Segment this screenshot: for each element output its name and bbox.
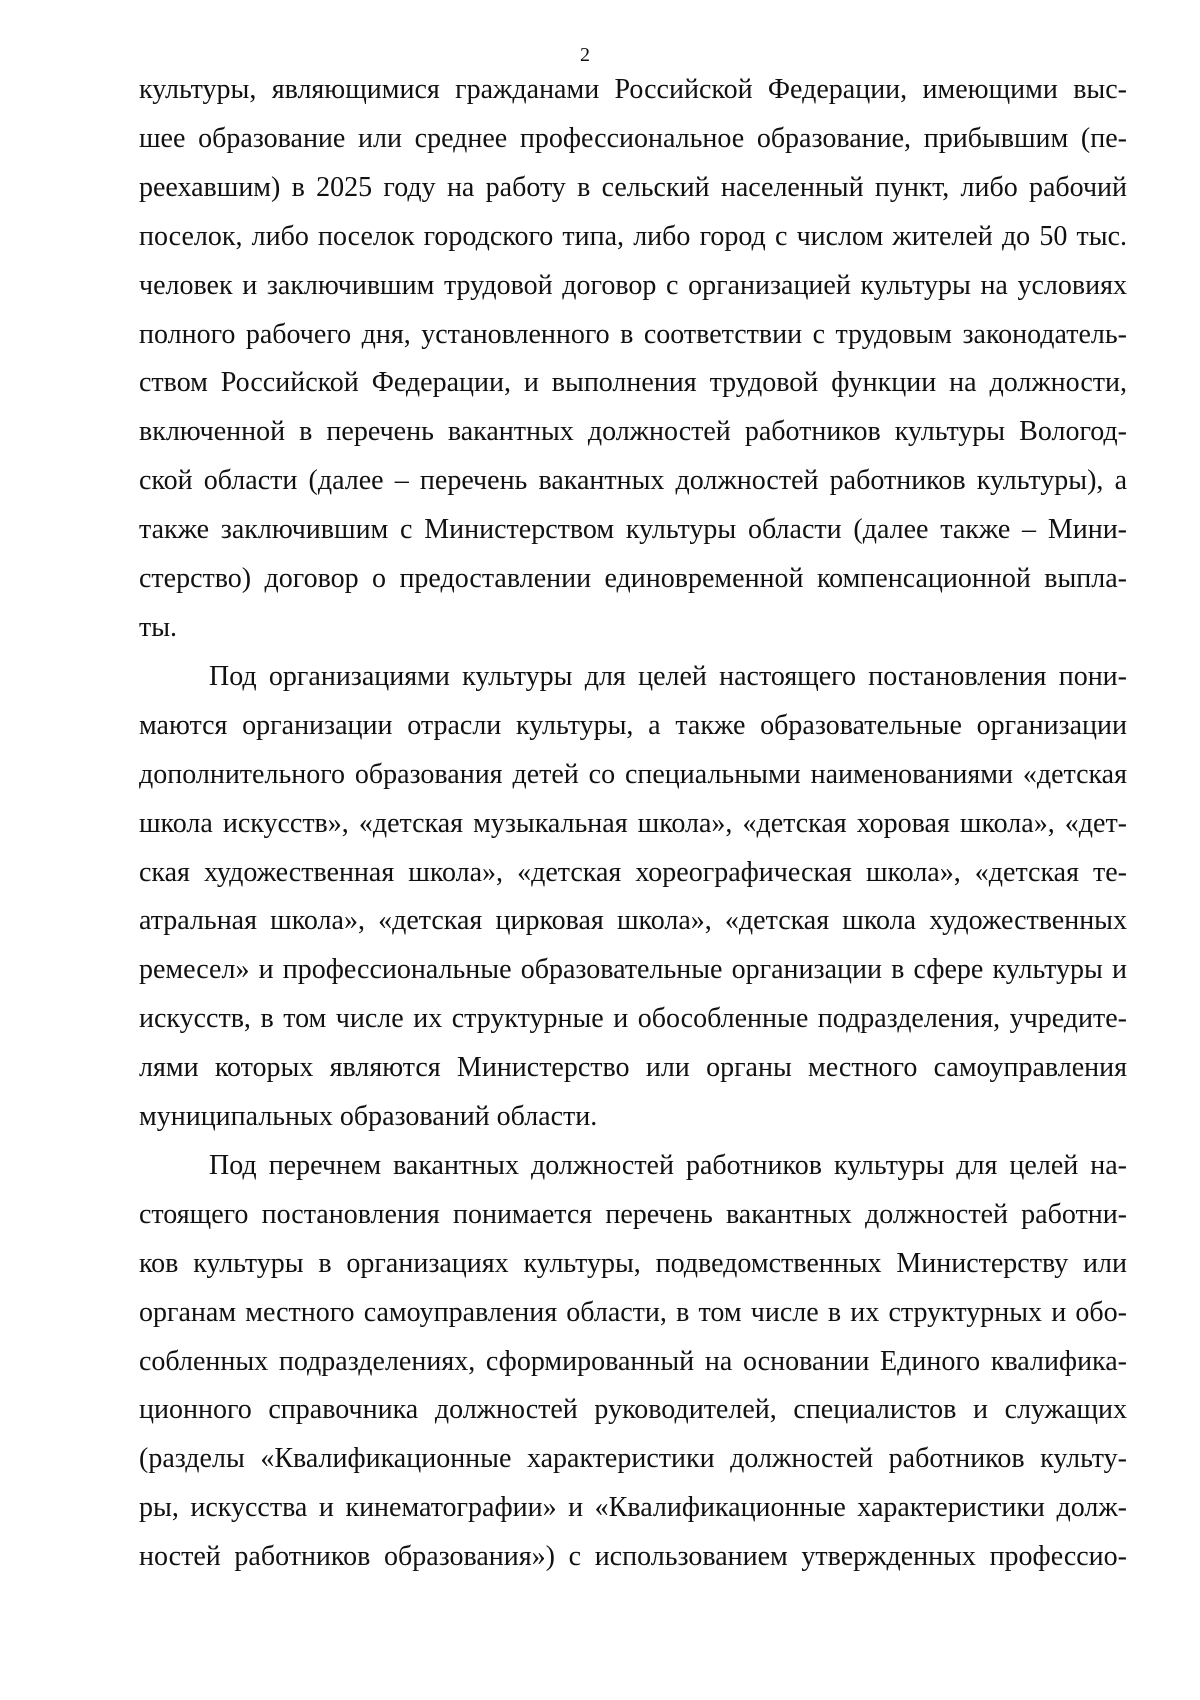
text-line: ремесел» и профессиональные образовательные организации в сфере культуры и (139, 954, 1127, 986)
text-line: маются организации отрасли культуры, а также образовательные организации (139, 709, 1127, 741)
paragraph (139, 66, 1127, 653)
text-line: реехавшим) в 2025 году на работу в сельский населенный пункт, либо рабочий (139, 171, 1127, 203)
text-line: дополнительного образования детей со специальными наименованиями «детская (139, 758, 1127, 790)
text-line: культуры, являющимися гражданами Российской Федерации, имеющими выс- (139, 74, 1127, 105)
text-line: ностей работников образования») с использованием утвержденных профессио- (139, 1541, 1127, 1573)
text-line: полного рабочего дня, установленного в соответствии с трудовым законодатель- (139, 318, 1127, 350)
text-line: шее образование или среднее профессиональное образование, прибывшим (пе- (139, 122, 1127, 154)
text-line: ков культуры в организациях культуры, подведомственных Министерству или (139, 1247, 1127, 1279)
text-line: органам местного самоуправления области, в том числе в их структурных и обо- (139, 1296, 1127, 1328)
text-line: ством Российской Федерации, и выполнения трудовой функции на должности, (139, 367, 1127, 399)
text-line: ционного справочника должностей руководителей, специалистов и служащих (139, 1394, 1127, 1426)
text-line: стоящего постановления понимается перечень вакантных должностей работни- (139, 1198, 1127, 1230)
text-line: собленных подразделениях, сформированный на основании Единого квалифика- (139, 1345, 1127, 1377)
page-number: 2 (580, 44, 590, 66)
text-line: ты. (139, 611, 178, 643)
text-line: искусств, в том числе их структурные и обособленные подразделения, учредите- (139, 1003, 1127, 1035)
text-line: лями которых являются Министерство или органы местного самоуправления (139, 1052, 1127, 1084)
text-line: включенной в перечень вакантных должностей работников культуры Вологод- (139, 416, 1127, 448)
text-line: ская художественная школа», «детская хореографическая школа», «детская те- (139, 856, 1127, 888)
text-line: стерство) договор о предоставлении единовременной компенсационной выпла- (139, 563, 1127, 595)
paragraph (139, 1142, 1127, 1582)
text-line: поселок, либо поселок городского типа, либо город с числом жителей до 50 тыс. (139, 220, 1127, 252)
text-line: атральная школа», «детская цирковая школа», «детская школа художественных (139, 905, 1127, 937)
text-line: (разделы «Квалификационные характеристики должностей работников культу- (139, 1443, 1127, 1475)
text-line: ской области (далее – перечень вакантных должностей работников культуры), а (139, 465, 1127, 497)
text-line: также заключившим с Министерством культуры области (далее также – Мини- (139, 514, 1127, 546)
text-line: школа искусств», «детская музыкальная школа», «детская хоровая школа», «дет- (139, 807, 1127, 839)
paragraph (139, 653, 1127, 1142)
text-line: Под перечнем вакантных должностей работников культуры для целей на- (209, 1149, 1127, 1181)
text-line: муниципальных образований области. (139, 1101, 598, 1133)
text-line: Под организациями культуры для целей настоящего постановления пони- (209, 660, 1127, 692)
document-body (139, 66, 1127, 1582)
text-line: ры, искусства и кинематографии» и «Квалификационные характеристики долж- (139, 1492, 1127, 1524)
text-line: человек и заключившим трудовой договор с организацией культуры на условиях (139, 269, 1127, 301)
